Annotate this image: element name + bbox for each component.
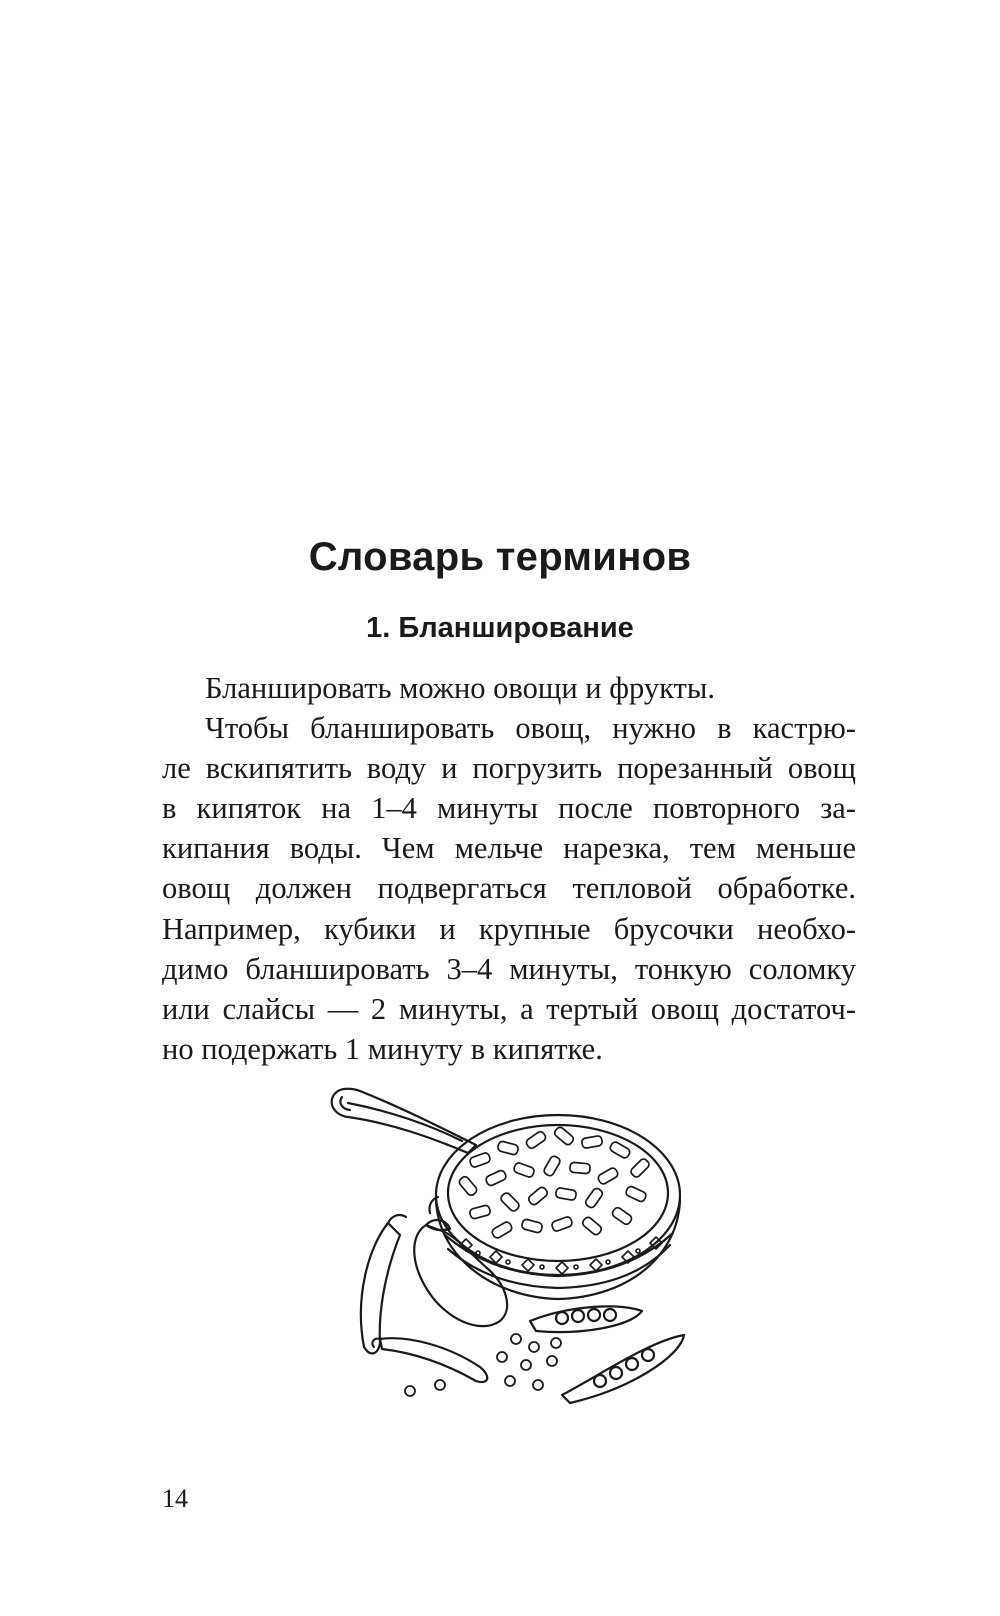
long-pepper: [372, 1338, 487, 1382]
paragraph-2-line: Чтобы бланшировать овощ, нужно в кастрю-: [205, 711, 856, 746]
paragraph-2-line: овощ должен подвергаться тепловой обработке.: [162, 871, 856, 906]
body-text: [162, 668, 856, 1069]
section-title: 1. Бланширование: [366, 612, 634, 644]
page-number: 14: [162, 1484, 188, 1513]
pan-handle: [332, 1089, 476, 1153]
paragraph-2-line: Например, кубики и крупные брусочки необхо-: [162, 911, 856, 946]
paragraph-2-line: в кипяток на 1–4 минуты после повторного за-: [162, 791, 856, 826]
saucepan-with-vegetables-illustration: [330, 1085, 710, 1425]
chapter-title: Словарь терминов: [308, 535, 692, 579]
paragraph-2-line: или слайсы — 2 минуты, а тертый овощ достаточ-: [162, 991, 856, 1026]
vegetable-pieces: [458, 1126, 651, 1240]
chili-pepper: [361, 1215, 406, 1353]
paragraph-2-line: но подержать 1 минуту в кипятке.: [162, 1031, 603, 1066]
paragraph-1: Бланшировать можно овощи и фрукты.: [205, 671, 715, 705]
paragraph-2-line: кипания воды. Чем мельче нарезка, тем меньше: [162, 831, 856, 866]
paragraph-2-line: димо бланшировать 3–4 минуты, тонкую соломку: [162, 951, 856, 986]
pea-pods: [530, 1306, 684, 1403]
paragraph-2-line: ле вскипятить воду и погрузить порезанный овощ: [162, 751, 856, 786]
eggplant: [414, 1197, 507, 1326]
